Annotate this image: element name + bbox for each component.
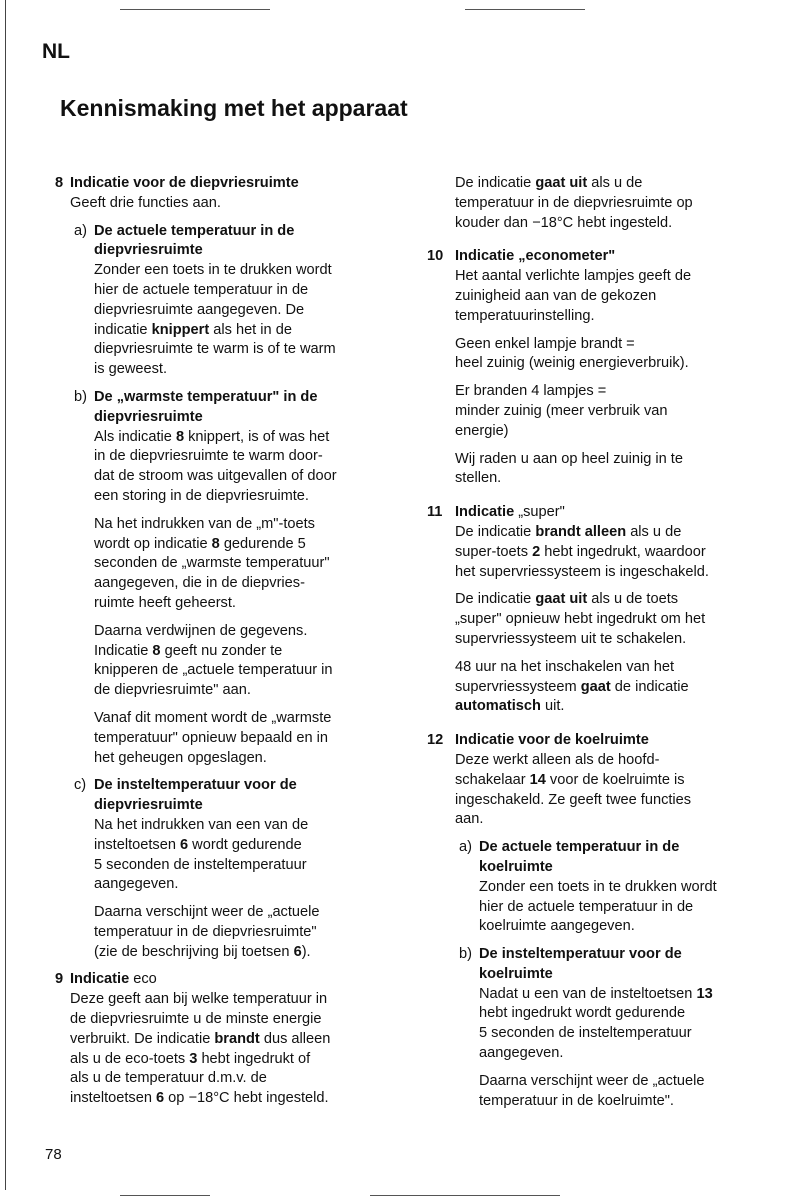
paragraph <box>94 428 395 507</box>
text-line: verbruikt. De indicatie brandt dus alleen <box>70 1030 331 1047</box>
paragraph <box>94 515 395 614</box>
language-code: NL <box>42 40 70 63</box>
right-column <box>427 174 777 1119</box>
paragraph <box>455 335 777 375</box>
item-9 <box>55 970 395 1109</box>
text-line: super-toets 2 hebt ingedrukt, waardoor <box>455 543 706 560</box>
text-line: het geheugen opgeslagen. <box>94 749 267 766</box>
subitem-heading: De insteltemperatuur voor de <box>94 777 297 794</box>
paragraph <box>455 267 777 326</box>
text-line: aangegeven, die in de diepvries- <box>94 575 305 592</box>
paragraph <box>479 1072 777 1112</box>
paragraph <box>455 658 777 717</box>
item-number: 12 <box>427 732 444 749</box>
subitem-heading: diepvriesruimte <box>94 242 203 259</box>
item-number: 11 <box>427 504 443 521</box>
text-line: koelruimte aangegeven. <box>479 918 635 935</box>
text-line: knipperen de „actuele temperatuur in <box>94 662 333 679</box>
paragraph <box>455 523 777 582</box>
text-line: heel zuinig (weinig energieverbruik). <box>455 355 689 372</box>
item-number: 8 <box>55 175 64 191</box>
text-line: De indicatie gaat uit als u de <box>455 175 643 191</box>
text-line: temperatuur in de koelruimte". <box>479 1092 674 1109</box>
scan-edge-line <box>5 0 6 1190</box>
text-line: Zonder een toets in te drukken wordt <box>479 878 717 895</box>
paragraph <box>94 903 395 962</box>
text-line: de diepvriesruimte u de minste energie <box>70 1011 322 1028</box>
subitem-heading: De „warmste temperatuur" in de <box>94 388 318 405</box>
text-line: stellen. <box>455 470 502 487</box>
paragraph <box>479 985 777 1064</box>
subitem-heading: De actuele temperatuur in de <box>479 839 680 856</box>
subitem-letter: b) <box>459 946 472 963</box>
text-line: Het aantal verlichte lampjes geeft de <box>455 268 692 285</box>
text-line: minder zuinig (meer verbruik van <box>455 402 668 419</box>
paragraph <box>455 590 777 649</box>
page-number: 78 <box>45 1146 62 1163</box>
text-line: (zie de beschrijving bij toetsen 6). <box>94 943 311 960</box>
text-line: wordt op indicatie 8 gedurende 5 <box>94 535 306 552</box>
text-line: ingeschakeld. Ze geeft twee functies <box>455 791 692 808</box>
item-number: 10 <box>427 248 444 265</box>
subitem-letter: a) <box>459 839 472 856</box>
text-line: ruimte heeft geheerst. <box>94 594 236 611</box>
text-line: Deze werkt alleen als de hoofd- <box>455 751 660 768</box>
text-line: diepvriesruimte te warm is of te warm <box>94 341 336 358</box>
text-line: Daarna verschijnt weer de „actuele <box>94 904 320 921</box>
left-column <box>55 174 395 1117</box>
text-line: kouder dan −18°C hebt ingesteld. <box>455 214 673 231</box>
text-line: Zonder een toets in te drukken wordt <box>94 262 332 279</box>
subitem-letter: b) <box>74 388 87 405</box>
text-line: hebt ingedrukt wordt gedurende <box>479 1005 686 1022</box>
item-12 <box>427 731 777 1111</box>
text-line: hier de actuele temperatuur in de <box>479 898 694 915</box>
item-intro: Geeft drie functies aan. <box>70 194 221 211</box>
text-line: Als indicatie 8 knippert, is of was het <box>94 428 330 445</box>
text-line: temperatuurinstelling. <box>455 307 595 324</box>
text-line: energie) <box>455 422 509 439</box>
text-line: zuinigheid aan van de gekozen <box>455 287 657 304</box>
text-line: diepvriesruimte aangegeven. De <box>94 301 305 318</box>
subitem-heading: diepvriesruimte <box>94 797 203 814</box>
text-line: Deze geeft aan bij welke temperatuur in <box>70 991 328 1008</box>
paragraph <box>455 382 777 441</box>
text-line: automatisch uit. <box>455 698 565 715</box>
item-number: 9 <box>55 971 64 988</box>
scan-bottom-mark <box>370 1195 560 1196</box>
paragraph <box>427 174 777 233</box>
item-heading: Indicatie eco <box>70 971 157 988</box>
text-line: Na het indrukken van de „m"-toets <box>94 515 315 532</box>
text-line: insteltoetsen 6 wordt gedurende <box>94 836 302 853</box>
text-line: 5 seconden de insteltemperatuur <box>94 856 307 873</box>
subitem-12b <box>455 945 777 1111</box>
subitem-heading: De actuele temperatuur in de <box>94 222 295 239</box>
text-line: is geweest. <box>94 361 168 378</box>
text-line: het supervriessysteem is ingeschakeld. <box>455 563 709 580</box>
subitem-letter: a) <box>74 222 87 239</box>
text-line: supervriessysteem gaat de indicatie <box>455 678 689 695</box>
text-line: als u de temperatuur d.m.v. de <box>70 1070 267 1087</box>
text-line: aangegeven. <box>479 1045 564 1062</box>
text-line: Indicatie 8 geeft nu zonder te <box>94 642 283 659</box>
paragraph <box>94 816 395 895</box>
subitem-heading: De insteltemperatuur voor de <box>479 946 682 963</box>
text-line: Geen enkel lampje brandt = <box>455 335 635 352</box>
text-line: 5 seconden de insteltemperatuur <box>479 1025 692 1042</box>
text-line: in de diepvriesruimte te warm door- <box>94 448 323 465</box>
text-line: de diepvriesruimte" aan. <box>94 682 251 699</box>
text-line: dat de stroom was uitgevallen of door <box>94 468 337 485</box>
paragraph <box>455 751 777 830</box>
subitem-8a <box>70 222 395 380</box>
scan-bottom-mark <box>120 1195 210 1196</box>
text-line: supervriessysteem uit te schakelen. <box>455 630 687 647</box>
item-8 <box>55 174 395 962</box>
item-heading: Indicatie voor de diepvriesruimte <box>70 175 299 191</box>
subitem-8b <box>70 388 395 768</box>
subitem-heading: koelruimte <box>479 858 553 875</box>
subitem-heading: koelruimte <box>479 965 553 982</box>
text-line: temperatuur in de diepvriesruimte op <box>455 194 693 211</box>
text-line: Na het indrukken van een van de <box>94 816 309 833</box>
item-heading: Indicatie „super" <box>455 504 565 521</box>
text-line: indicatie knippert als het in de <box>94 321 292 338</box>
subitem-12a <box>455 838 777 937</box>
text-line: temperatuur in de diepvriesruimte" <box>94 923 317 940</box>
paragraph <box>455 450 777 490</box>
text-line: De indicatie brandt alleen als u de <box>455 523 682 540</box>
item-heading: Indicatie „econometer" <box>455 248 616 265</box>
text-line: Er branden 4 lampjes = <box>455 383 607 400</box>
text-line: schakelaar 14 voor de koelruimte is <box>455 771 685 788</box>
text-line: De indicatie gaat uit als u de toets <box>455 591 679 608</box>
text-line: „super" opnieuw hebt ingedrukt om het <box>455 611 706 628</box>
text-line: aan. <box>455 811 484 828</box>
item-10 <box>427 247 777 489</box>
paragraph <box>94 709 395 768</box>
text-line: hier de actuele temperatuur in de <box>94 281 309 298</box>
paragraph <box>94 622 395 701</box>
text-line: 48 uur na het inschakelen van het <box>455 658 675 675</box>
text-line: temperatuur" opnieuw bepaald en in <box>94 729 328 746</box>
subitem-heading: diepvriesruimte <box>94 408 203 425</box>
text-line: seconden de „warmste temperatuur" <box>94 555 330 572</box>
text-line: insteltoetsen 6 op −18°C hebt ingesteld. <box>70 1090 329 1107</box>
text-line: Vanaf dit moment wordt de „warmste <box>94 709 332 726</box>
text-line: Nadat u een van de insteltoetsen 13 <box>479 985 713 1002</box>
subitem-letter: c) <box>74 777 87 794</box>
page-title: Kennismaking met het apparaat <box>60 95 408 121</box>
text-line: een storing in de diepvriesruimte. <box>94 487 309 504</box>
subitem-8c <box>70 776 395 962</box>
item-heading: Indicatie voor de koelruimte <box>455 732 649 749</box>
scan-top-mark <box>120 9 270 10</box>
text-line: Wij raden u aan op heel zuinig in te <box>455 450 683 467</box>
text-line: aangegeven. <box>94 876 179 893</box>
text-line: Daarna verdwijnen de gegevens. <box>94 622 308 639</box>
text-line: als u de eco-toets 3 hebt ingedrukt of <box>70 1050 311 1067</box>
scan-top-mark <box>465 9 585 10</box>
text-line: Daarna verschijnt weer de „actuele <box>479 1072 705 1089</box>
item-11 <box>427 503 777 717</box>
